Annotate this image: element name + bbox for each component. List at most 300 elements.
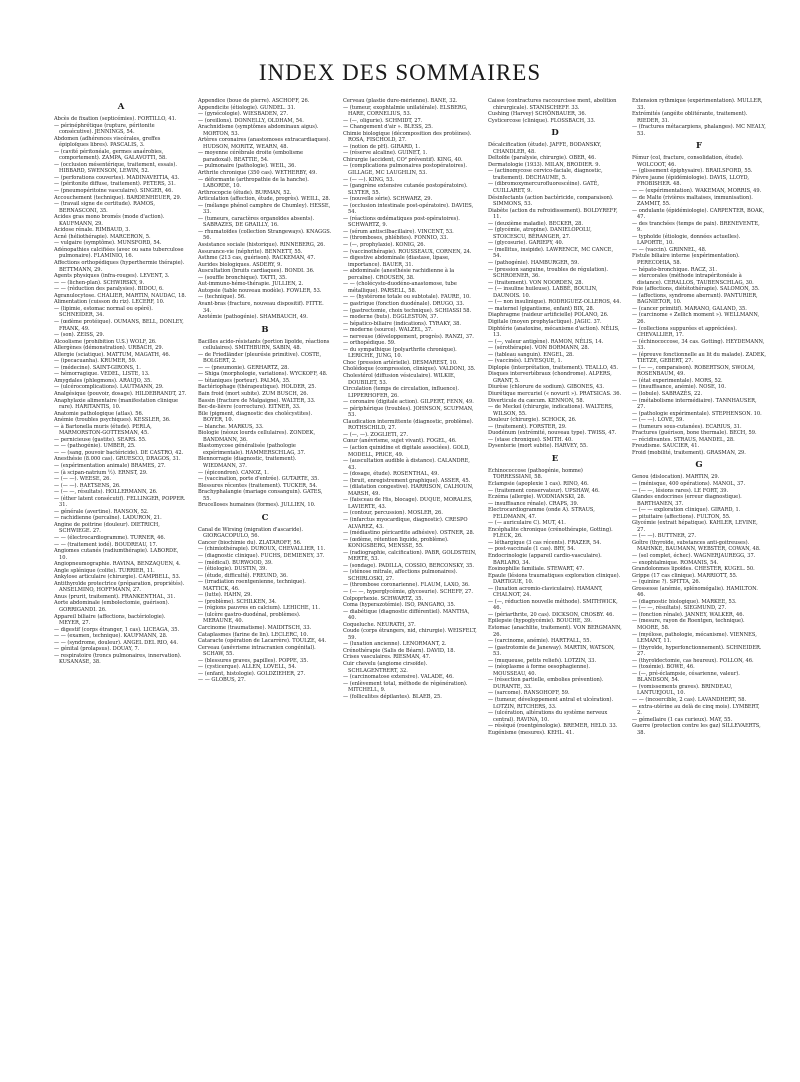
index-entry: — gastrique (fonction duodénale). DRUGO, 33. (343, 300, 465, 307)
index-entry: — (sel complet, échec). WAGNERJAUREGG, 37. (632, 553, 756, 559)
index-entry: — de Malte (rivières maltaises, immunisation). ZAMMIT, 55. (632, 194, 753, 208)
index-entry: Carcinome (traumatisme). MAIDITSCH, 33. (198, 625, 312, 632)
section-letter: G (695, 460, 703, 471)
index-entry: — (dibromoxymercurofluorescéine). GATÉ, CUILLARET, 9. (488, 181, 599, 195)
index-entry: — hémorragique. VEDEL, LISTE, 13. (54, 371, 150, 378)
index-entry: Anaphylaxie alimentaire (manifestation clinique rare). HARITANTIS, 10. (54, 397, 178, 411)
index-entry: Allergie (sciatique). MATTUM, MAGATH, 46. (54, 351, 171, 358)
index-entry: — typhoïde (étiologie, données actuelles). LAPORTE, 10. (632, 233, 741, 247)
index-entry: — (auscultation audible à distance). CALANDRE, 43. (343, 458, 470, 471)
index-entry: — périnéphrétique (rupture, péritonite consécutive). JENNINGS, 54. (54, 122, 155, 136)
index-entry: — (—, valeur antigène). RAMON, NÉLIS, 14. (488, 338, 604, 345)
index-entry: Appendice (boue de pierre). ASCHOFF, 26. (198, 98, 310, 104)
index-entry: Dermatologie (1933). MILAN, BRODIER. 9. (488, 161, 601, 168)
index-entry: — orthopédique. 59. (343, 340, 396, 347)
index-entry: Cysticercose (clinique). FLOSSBACH, 33. (488, 117, 596, 124)
index-entry: — (ulcération, altérations du système nerveux central). RAVINA, 10. (488, 710, 608, 723)
index-entry: — nerveuse (développement, progrès). RANZI, 37. (343, 333, 474, 340)
index-entry: — moyenne cérébrale droite (embolisme paradoxal). BEATTIE, 54. (198, 150, 303, 163)
index-entry: Choc (pression artérielle). DESMAREST, 10. (343, 359, 458, 366)
index-entry: Blessures récentes (traitement). TUCKER, 54. (198, 482, 318, 489)
index-entry: — (traitement conservateur). UPSHAW, 46. (488, 487, 600, 494)
index-entry: — (tumeur, exophtalmie unilatérale). ELSBERG, HARE, CORNELIUS, 53. (343, 104, 468, 118)
index-entry: — (contour, percussion). MOSLER, 26. (343, 510, 443, 517)
index-entry: — à Bartonella muris (étude). PERLA, MARMORSTON-GOTTESMAN, 45. (54, 423, 152, 437)
index-entry: Articulation (affection, étude, progrès). WEILL, 28. (198, 196, 331, 203)
index-entry: — (pression sanguine, troubles de régulation). SCHROENER, 36. (488, 266, 609, 280)
index-entry: — (toxémie). BOWE, 46. (632, 664, 695, 671)
index-entry: — (péritonite diffuse, traitement). PETERS, 31. (54, 181, 176, 188)
index-entry: — — (cholécysto-duodéno-anastomose, tube métallique). PARSELL, 58. (343, 281, 457, 294)
index-entry: — — GLOBUS, 27. (198, 677, 246, 684)
index-entry: — (thyroïdectomie, cas heureux). FOLLON, 46. (632, 657, 754, 664)
index-entry: — (travail signe de certitude). RAMOS, BERNASCONI, 35. (54, 201, 155, 214)
index-entry: — (insuffisance, anémie). NOSE, 10. (632, 384, 727, 391)
page-title: INDEX DES SOMMAIRES (258, 60, 542, 85)
index-entry: Assurance-vie (néphrite). BENNETT, 55. (198, 248, 303, 255)
index-entry: — (enlèvement total, méthode de régénération). MITCHELL, 9. (343, 680, 468, 694)
index-entry: Angine de poitrine (douleur). DIETRICH, SCHWIEGE. 27. (54, 521, 160, 535)
index-entry: Grippe (17 cas clinique). MARRIOTT, 55. (632, 572, 738, 579)
index-entry: — résèqué (roentgénologie). BREMER, HELD. 33. (488, 723, 618, 730)
index-entry: Ankylose articulaire (chirurgie). CAMPBELL, 53. (54, 574, 181, 581)
index-entry: Bactériophage (thérapeutique). HOLDER, 25. (198, 384, 317, 391)
index-entry: Arachnidisme (symptômes abdominaux aigus). MORTON, 53. (198, 124, 319, 137)
index-entry: — (—, oligurie). SCHMIDT, 27. (343, 117, 423, 124)
index-entry: — déformante (arthropathie de la hanche). LABORDE, 10. (198, 176, 309, 190)
index-entry: — (réserve alcaline). GUINET, 1. (343, 150, 428, 157)
index-entry: — (thrombose coronarienne). FLAUM, LAXO, 36. (343, 582, 470, 589)
index-entry: — abdominale (anesthésie rachidienne à la percaïne). CROUSEN, 38. (343, 268, 455, 281)
index-entry: — des tranchées (temps de paix). BRENEVENTE, 9. (632, 220, 760, 234)
index-entry: — (vaccination, porte d'entrée). GUTARTE, 35. (198, 476, 320, 483)
index-entry: — (résection partielle, embolies prévention). DURANTE, 33. (488, 677, 604, 690)
index-entry: — coronaire (digitale action). GILPERT, FENN, 49. (343, 399, 474, 406)
index-entry: — (médecine). SAINT-GIRONS, 1. (54, 364, 141, 371)
index-entry: — (fractures métacarpiens, phalanges). MC NEALY, 53. (632, 124, 766, 137)
index-entry: — (deuxième maladie). BECKER, 28. (488, 220, 583, 227)
index-entry: Diplopie (interprétation, traitement). TEALLO, 45. (488, 364, 619, 371)
section-letter: F (695, 141, 703, 152)
index-entry: — (problème). SCHILKEN, 34. (198, 598, 277, 605)
index-entry: — respiratoire (troncs pulmonaires, innervation). KUSANASE, 38. (54, 652, 182, 666)
index-entry: — (échinococcose, 34 cas. Gotting). HEYDEMANN, 33. (632, 338, 765, 352)
index-entry: Angiopneumographie. RAVINA, BENZAQUEN, 4. (54, 561, 181, 568)
index-entry: — pituitaire (affections). FULTON, 55. (632, 513, 731, 520)
index-entry: Bacilles acido-résistants (portion lipoïde, réactions cellulaires). SMITHBURN, SABIN, 48. (198, 338, 330, 352)
index-entry: — (muqueuse, petits reliefs). LOTZIN, 33. (488, 657, 597, 664)
index-entry: Azotémie (pathogénie). SHAMBAUCH, 49. (198, 314, 308, 321)
index-entry: Digitale (moyen prophylactique). JAGIC. 37. (488, 318, 602, 325)
index-entry: Cœur (anévrisme, sujet vivant). FOGEL, 46. (343, 438, 457, 445)
index-entry: Anesthésie (8.000 cas). GRUESCO, DRAGOS, 31. (54, 456, 181, 463)
index-entry: Colpoprhexie. SCHWARTZ, 35. (343, 595, 424, 602)
index-entry: — (vaccinothérapie). ROUSSEAUX, CORNEN, 24. (343, 248, 472, 255)
index-entry: Assistance sociale (historique). RINNEBERG, 26. (198, 242, 325, 249)
index-entry: Anus (prurit, traitement). FRANKENTHAL, 31. (54, 593, 176, 600)
index-entry: — stercorales (méthode intrapéritonéale à distance). CERALLOS, TAUBENSCHLAG, 30. (632, 273, 754, 286)
index-entry: — (gynécologie). WIESBADEN, 27. (198, 111, 289, 118)
index-entry: — (technique). 56. (198, 294, 246, 301)
section-letter: E (551, 453, 559, 464)
index-entry: — (action quinidine et digitale associées). GOLD, MODELL, PRICE, 49. (343, 444, 470, 458)
index-entry: — (complications pulmonaires postopératoires). GILLAGE, MC LAUGHLIN, 53. (343, 163, 468, 177)
index-entry: — (tableau sanguin). ENGEL, 28. (488, 351, 574, 358)
index-entry: — (gastrectomie, choix technique). SCHIASSI 58. (343, 307, 472, 314)
index-entry: — — (traitement iodé). BOUDREAU, 17. (54, 541, 158, 548)
index-entry: Chirurgie (accident, CO² préventif). KING, 40. (343, 156, 463, 163)
index-entry: — (actinomycose cervico-faciale, diagnostic, traitement). DECHAUME, 5. (488, 168, 603, 181)
index-entry: — (traitement). FORSTER, 29. (488, 423, 567, 430)
index-column (488, 98, 622, 1058)
index-entry: — (— — exploration clinique). GIRARD, 1. (632, 507, 741, 514)
index-entry: — (expérimentation animale) BRAMES, 27. (54, 462, 166, 469)
index-entry: — (réactions œdématiques post-opératoires). SCHWARTZ, 9. (343, 215, 460, 229)
index-entry: — (affections, syndrome aberrant). PANTURIER, BAGNIETOR, 10. (632, 292, 758, 306)
index-entry: Appareil biliaire (affections, bactériologie). MEYER, 27. (54, 613, 166, 627)
index-entry: Angle splénique (colite). TURRIER, 11. (54, 567, 155, 574)
index-entry: — léthargique (3 cas récents). FRAZER, 54. (488, 539, 602, 546)
index-entry: — (traitement). VON NOORDEN, 28. (488, 279, 584, 286)
index-entry: — (carcinome « Zellich moment »). WELLMANN, 26. (632, 312, 760, 325)
index-entry: — moderne (buts). EGGLESTON, 37. (343, 314, 439, 321)
index-entry: Canal de Wirsing (migration d'ascaride). GIORGACOPULO, 56. (198, 526, 303, 540)
index-entry: — (mesure, rayon de Roentgen, technique). MOORE, 58. (632, 618, 745, 632)
index-entry: — (luxation ancienne). LENORMANT, 2. (343, 641, 447, 648)
index-entry: Grossesse (anémie, splénomégalie). HAMILTON. 46. (632, 585, 758, 599)
index-entry: — périphérique (troubles). JOHNSON, SCUFMAN, 53. (343, 405, 474, 419)
index-entry: — (souffle bronchique). TATTI, 35. (198, 274, 287, 281)
index-entry: Duodénum (extrémité, nouveau type). TWISS, 47. (488, 430, 617, 437)
index-entry: — rachidienne (percaïne). LADURON, 21. (54, 515, 162, 522)
index-entry: Extension rythmique (expérimentation). MULLER, 33. (632, 98, 763, 111)
index-entry: — (— —). LOVE, 59. (632, 417, 684, 424)
index-entry: — moderne (source). WALZEL, 37. (343, 327, 433, 334)
index-entry: — — (lichen-plan). SCHWIRSKY, 9. (54, 279, 145, 286)
index-entry: — (— auriculaire C). MUT, 41. (488, 520, 566, 527)
index-entry: Diphtérie (anatoxine, mécanisme d'action). NÉLIS, 13. (488, 325, 620, 339)
index-entry: Eugénisme (mesures). KEHL. 41. (488, 729, 574, 736)
index-entry: Cerveau (anévrisme intracranien congénital). SCHAW, 55. (198, 644, 316, 658)
index-entry: — (folliculites dépilantes). BLAEB, 25. (343, 693, 442, 700)
index-entry: — (ulcère gastro-duodénal, problèmes). MERAUNE, 40. (198, 611, 301, 625)
index-entry: — (— —, hyperglycémie, glycosurie). SCHEFF, 27. (343, 589, 474, 596)
index-entry: — rhumatoïdes (collection Strangeways). KNAGGS. 56. (198, 228, 332, 242)
index-entry: — (son). ZEISS, 29. (54, 332, 105, 339)
index-entry: — (oreillons). DONNELLY, OLDHAM, 54. (198, 117, 304, 124)
index-entry: — (fonction rénale). JANNEY, WALKER, 46. (632, 611, 745, 618)
index-entry: — (enfant, histologie). GOLDZIEHER, 27. (198, 670, 306, 677)
index-entry: Genou (dislocation). MARTIN, 29. (632, 474, 720, 481)
index-entry: — (occlusion mésentérique, traitement, essais). HIBBARD, SWENSON, LEWIN, 52. (54, 161, 178, 175)
index-column (632, 98, 766, 1058)
index-entry: Freudisme. SAUCIER, 41. (632, 443, 700, 450)
index-entry: — (carcinome, anémie). HARTFALL, 55. (488, 638, 592, 645)
index-entry: Cataplasmes (farine de lin). LECLERC, 10. (198, 631, 309, 638)
index-entry: — (thyroïde, hyperfonctionnement). SCHNEIDER. 27. (632, 644, 762, 658)
index-entry: Biologie (néoux lourds cellulaires). ZONDEK, BANDMANN, 36. (198, 430, 316, 443)
index-entry: — générale (avertine). RANSON, 52. (54, 508, 149, 515)
index-entry: Décalcification (étude). JAFFE, BODANSKY, CHANDLER, 48. (488, 142, 602, 155)
index-column (198, 98, 332, 1058)
index-entry: Fistule biliaire interne (expérimentation). PERECOHIA, 58. (632, 253, 740, 267)
index-entry: — (— non insulinique). RODRIGUEZ-OLLEROS, 44. (488, 299, 622, 306)
index-entry: — (tumeur, développement antral et ulcération). LOTZIN, RITCHERS, 33. (488, 697, 614, 710)
index-entry: Arthrocopcie (étude). BURMAN, 52. (198, 189, 292, 196)
index-entry: — (dilatation congestive). HARRISON, CALHOUN, MARSH, 49. (343, 484, 474, 497)
index-entry: Epaule (lésions traumatiques exploration clinique). DARTIGUE, 10. (488, 572, 621, 586)
index-entry: — — (pneumonie). GERHARTZ, 28. (198, 364, 289, 371)
index-entry: Fièvre jaune (épidémiologie). DAVIS, LLOYD, FROBISHER. 48. (632, 174, 750, 188)
index-entry: — — (électrocardiogramme). TURNER, 46. (54, 535, 166, 541)
index-entry: Douleur (chirurgie). SCHOCK, 26. (488, 417, 577, 424)
index-entry: Artères coronaires (anastomoses extracardiaques). HUDSON, MORITZ, WEARN, 48. (198, 137, 331, 150)
index-entry: — (lipimie, estomac normal ou opéré). SCHNEIDER, 34. (54, 305, 153, 319)
index-entry: Appendicite (étiologie). GUNDEL. 31. (198, 104, 296, 111)
index-entry: Blastomycose généralisée (pathologie expérimentale). HAMMERSCHLAG, 37. (198, 443, 306, 456)
index-entry: — (sérothérapie). VON BORMANN, 28. (488, 345, 590, 352)
index-entry: Auscultation (bruits cardiaques). BONDI. 36. (198, 268, 315, 275)
index-entry: — (thromboses, phlébites). FONNIO, 33. (343, 235, 448, 242)
index-entry: Bile (pigment, diagnostic des cholécystites). BOYER, 10. (198, 410, 313, 424)
index-entry: Asthme (213 cas, guérison). RACKEMAN, 47. (198, 255, 316, 262)
index-entry: — digestif (corps étranger, 1 cas). LICEAGA, 35. (54, 626, 180, 633)
index-entry: — (médical). BURWOOD, 39. (198, 559, 273, 566)
index-entry: Bassin (fracture de Malgaigne). WALTER, 33. (198, 397, 316, 404)
index-entry: Angiomes cutanés (radiumthérapie). LABORDE, 10. (54, 548, 179, 561)
index-entry: — (— —). BUTTNER, 27. (632, 533, 697, 540)
index-entry: — récidivantes. STRAUS, MANDEL, 28. (632, 436, 735, 443)
index-entry: — (périarthrite, 20 cas). DICKSON, CROSBY. 46. (488, 611, 614, 618)
index-entry: — (— —). KING, 53. (343, 176, 395, 183)
index-entry: Crises vasculaires. RIESMAN, 47. (343, 654, 431, 661)
index-entry: — extra-utérine au delà de cinq mois). LYMBERT, 2. (632, 703, 760, 717)
index-entry: — (—, prophylaxie). KONIG, 26. (343, 242, 426, 249)
index-entry: — (stase chronique). SMITH. 40. (488, 436, 573, 443)
index-entry: Cataracte (opération de Lacarrère). TOULZE, 44. (198, 638, 327, 645)
index-entry: — (médiastino péricardite adhésive). OSTNER, 28. (343, 530, 475, 537)
index-entry: — — (vaccin). GRINNEL, 48. (632, 246, 707, 253)
index-entry: — (œdème, rétention liquide, problème). KONIGSBERG, MENSSE, 55. (343, 536, 449, 550)
index-entry: Glandes endocrines (erreur diagnostique). BARTHANEN, 37. (632, 494, 742, 507)
index-entry: — (faisceau de His, blocage). DUQUE, MORALES, LAVIERTE, 43. (343, 497, 473, 510)
index-column (343, 98, 477, 1058)
index-entry: — (mélange phénol camphre de Chumley). HESSE, 33. (198, 202, 331, 216)
index-entry: — (— —, comparaison). ROBERTSON, SWOLM, ROSENBAUM, 49. (632, 364, 755, 378)
index-entry: — maternel (gigantisme, enfant) BIX, 28. (488, 305, 595, 312)
index-entry: — exophtalmique. ROMANIS, 54. (632, 559, 719, 566)
index-entry: — (lobule). SABRAZÈS, 22. (632, 390, 703, 397)
index-entry: — diabétique (diagnostic différentiel). MANTHA, 40. (343, 608, 470, 622)
index-entry: — du sympathique (polyarthrite chronique). LERICHE, JUNG, 10. (343, 346, 457, 360)
index-entry: Anémie (troubles psychiques). KESSLER, 36. (54, 417, 171, 424)
index-entry: Cancer (biochimie du). ZLATAROFF, 56. (198, 539, 302, 546)
index-entry: — Changement d'air ». BLESS, 25. (343, 124, 433, 131)
index-entry: — (glissement épiphysaire). BRAILSFORD, 55. (632, 168, 753, 175)
index-entry: Chimie biologique (décomposition des protéines). ROSA, FISCHOLD, 27. (343, 130, 472, 144)
index-entry: — (chimiothérapie). DUROUX, CHEVALLIER, 11. (198, 546, 326, 553)
index-entry: Bain froid (mort subite). ZUM BUSCH, 26. (198, 390, 309, 397)
index-entry: Crénothérapie (Salis de Béarn). DAVID, 18. (343, 647, 456, 654)
index-entry: — (glycosurie). GARIEPY, 40. (488, 240, 564, 247)
index-entry: — (cancer primitif). MARANO, GALAND, 35. (632, 305, 747, 312)
index-entry: — (luxation acromio-claviculaire). HAMANT, CHALNOT, 24. (488, 585, 603, 599)
index-entry: — (—, —). ZOGLIETI, 27. (343, 431, 408, 438)
index-entry: — — (expérimentation). WAKEMAN, MORRIS, 49. (632, 188, 762, 195)
index-entry: — pulmonaire (pathologie). WEIL, 36. (198, 163, 296, 170)
index-entry: Désinfectants (action bactéricide, comparaison). SIMMONS, 53. (488, 194, 614, 208)
index-entry: Aurides biologiques. ASDERY, 9. (198, 261, 282, 268)
index-entry: — (mellitus, insipide). LAWRENCE, MC CANCE, 54. (488, 246, 614, 260)
index-entry: — — (réduction des paralysies). BIDOU, 6. (54, 286, 164, 293)
index-entry: — (blessures graves, papilles). POPPE, 35. (198, 657, 309, 664)
index-entry: — (sarcome). RANSOHOFF, 59. (488, 690, 570, 697)
index-entry: — (métabolisme intermédiaire). TANNHAUSER, 27. (632, 397, 757, 411)
index-entry: Allergènes (démonstration). URBACH, 29. (54, 345, 164, 352)
index-entry: Affections orthopédiques (hyperthermie thérapie). BETTMANN, 29. (54, 260, 185, 273)
index-entry: — de Meckel (chirurgie, indications). WALTERS, WILSON, 55. (488, 404, 614, 417)
index-entry: — de Friedländer (pleurésie primitive). COSTE, BOLGERT, 2. (198, 351, 322, 365)
index-entry: — — (syndrome, douleur). ANGEL DEL RIO, 44. (54, 639, 179, 646)
index-entry: Diverticule du cæcum. KENNON, 58. (488, 397, 585, 404)
index-entry: — (nouvelle série). SCHWARZ, 29. (343, 196, 433, 203)
index-entry: — (ipecacuanha). KRUMER, 59. (54, 358, 137, 365)
index-entry: Guerre (protection contre les gaz) SILLEVAERTS, 38. (632, 723, 761, 736)
index-entry: — (collections suppurées et appréciées). CHEVALLIER, 17. (632, 325, 737, 339)
index-entry: — — (examen, technique). KAUFMANN, 28. (54, 633, 168, 640)
index-entry: — — (incoercible, 2 cas). LAVANDHERT, 58. (632, 697, 747, 704)
index-entry: Coude (corps étrangers, nid, chirurgie). WEISFELT, 59. (343, 628, 477, 641)
index-entry: — (pathologie expérimentale). STEPHENSON. 10. (632, 410, 762, 417)
index-entry: Dysenterie (mort subite). HARVEY, 55. (488, 443, 588, 450)
index-entry: — Shiga (morphologie, variations). WYCKOFF, 48. (198, 371, 328, 378)
index-entry: — (à scipan-natrium ½). ERNST, 29. (54, 469, 148, 476)
index-entry: Disques intervertébraux (chondrome). ALPERS, GRANT, 5. (488, 371, 612, 384)
index-entry: — (cavité péritonéale, germes anaérobies, comportement). ZAMPA, GALAVOTTI, 58. (54, 148, 167, 162)
index-entry: Eosinophilie familiale. STEWART, 47. (488, 566, 584, 573)
index-entry: — génital (prolapsus). DOUAY, 7. (54, 646, 140, 653)
index-entry: — (— —, résultats). HOLLERMANN, 26. (54, 489, 158, 496)
index-entry: — (— —). WEESE, 26. (54, 476, 111, 483)
index-entry: Diaphragme (raideur artificielle) POLANO, 26. (488, 312, 609, 319)
index-entry: Acné (héliothérapie). MARCERON, 5. (54, 233, 151, 240)
index-entry: Accouchement (technique). BARDENHEUER, 29. (54, 194, 182, 201)
index-entry: — (infarctus myocardique, diagnostic). CRESPO ALVAREZ, 43. (343, 517, 468, 530)
index-columns (54, 98, 766, 1058)
index-entry: Coma (hyperazotémie). ISO, PANGARO, 35. (343, 602, 456, 609)
index-entry: Brucelloses humaines (formes). JULLIEN, 10. (198, 502, 316, 509)
index-entry: — (glycémie, atropine). DANIELOPOLU, STOICESCU, BÉRANGER, 27. (488, 227, 592, 240)
index-entry: — hépato-bronchique. RACZ, 31. (632, 266, 717, 273)
section-letter: C (261, 512, 269, 523)
index-entry: Adénopathies calcifiées (avec ou sans tuberculose pulmonaire). FLAMINIO, 16. (54, 246, 184, 260)
index-entry: — (radiographie, calcification). PABR, GOLDSTEIN, MERTE, 53. (343, 549, 477, 563)
index-entry: Echinococcose (pathogénie, homme) TORRESSIANI, 58. (488, 467, 583, 481)
index-entry: — (vomissements graves). BRINDEAU, LANTUEJOUL, 10. (632, 683, 733, 697)
index-entry: — (—, réduction nouvelle méthode). SMITHWICK, 46. (488, 598, 618, 612)
index-entry: — (sténose mitrale, affections pulmonaires). SCHIRLOSKI, 27. (343, 569, 458, 582)
index-entry: Acides gras mono bromés (mode d'action). KAUFMANN, 29. (54, 214, 165, 227)
index-entry: Goître (thyroïde, substances anti-goitreuses). MAHNKE, BAUMANN, WEBSTER, COWAN, 48. (632, 539, 761, 553)
index-entry: Alcoolisme (prohibition U.S.) WOLF, 26. (54, 338, 157, 345)
index-entry: — (étude, difficulté). FREUND, 36. (198, 572, 288, 579)
index-entry: Estomac (anachlite, traitement). VON BERGMANN, 26. (488, 625, 622, 638)
index-entry: Extrémités (angéite oblitérante, traitement). RIEDER, 31. (632, 111, 748, 124)
index-entry: Aut-immuno-hémo-thérapie. JULLIEN, 2. (198, 281, 304, 288)
index-entry: Diurétique mercuriel (« novurit »). PRATSICAS. 36. (488, 390, 622, 397)
index-entry: — (carcinomatose extensive). VALADE, 46. (343, 674, 454, 681)
index-entry: Bec-de-lièvre (correcture). EITNER, 33. (198, 404, 301, 411)
index-entry: Deltoïde (paralysie, chirurgie). OBER, 46. (488, 155, 596, 162)
section-letter: A (117, 102, 125, 112)
index-entry: — (— —). RAETSENS, 26. (54, 482, 121, 489)
index-entry: — (œdème protéique). OUMANS, BELL, DONLEY, FRANK, 49. (54, 318, 184, 332)
index-entry: Amygdales (phlegmons). ARAUJO, 35. (54, 377, 152, 384)
index-entry: — (dosage, étude). ROSENTHAL, 49. (343, 471, 439, 478)
index-column (54, 98, 188, 1058)
index-entry: Eclampsie (apoplexie 1 cas). RINO, 46. (488, 480, 589, 487)
index-entry: Diabète (action du refroidissement). BOLDYREFF, 11. (488, 207, 618, 221)
index-entry: Fémur (col, fracture, consolidation, étude). WOLCOOT, 46. (632, 155, 744, 168)
index-entry: — (— —, résultats). SIEGMUND, 27. (632, 605, 727, 612)
index-entry: — (— —, lésions rares). LE FORT, 39. (632, 487, 729, 494)
index-entry: Agents physiques (infra-rouges). LEVENT, 3. (54, 273, 170, 280)
index-entry: — (tumeurs sous-cutanées). ECARIUS, 31. (632, 423, 742, 430)
index-entry: Arthrite chronique (350 cas). WETHERBY, 49. (198, 170, 318, 177)
index-entry: — (diagnostic clinique). FUCHS, DEMIENEY, 37. (198, 553, 325, 559)
index-entry: Abcès de fixation (septicémies). FORTILLO, 41. (54, 116, 177, 122)
index-entry: — (vaccinés). LEVESQUE, 1. (488, 358, 563, 365)
index-entry: — (gastrotomie de Janeway). MARTIN, WATSON, 53. (488, 644, 615, 658)
index-entry: Diurèse (chlorure de sodium). GIBONES, 43. (488, 384, 605, 391)
index-entry: Abdomen (adhérences viscérales, greffes épiploïques libres). PASCALIS, 3. (54, 135, 161, 149)
index-entry: Eczéma (allergie). WODNIANSKI, 28. (488, 494, 586, 501)
index-entry: — hépatico-biliaire (indications). TYRAKY, 38. (343, 320, 462, 327)
index-entry: Blennorragie (diagnostic, traitement). WIEDMANN, 37. (198, 456, 297, 469)
index-entry: — (occlusion intestinale post-opératoire). DAVIES, 54. (343, 202, 474, 216)
index-entry: — (cysticerque). ALLEN, LOVELL, 54. (198, 664, 297, 671)
index-entry: — — (sang, pouvoir bactéricide). DE CASTRO, 42. (54, 449, 184, 456)
index-entry: — post-vaccinale (1 cas). BRY, 54. (488, 546, 576, 553)
index-entry: Cholestérol (diffusion vésiculaire). WILKIE, DOUBILET, 53. (343, 372, 456, 386)
section-letter: B (261, 324, 269, 335)
index-entry: Cholédoque (compression, clinique). VALDONI, 35. (343, 366, 476, 373)
index-entry: Caisse (contractures raccourcisse ment, abolition chirurgicale). STANISCHEFF. 33. (488, 98, 617, 111)
index-entry: Anatomie pathologique (atlas). 56. (54, 410, 144, 417)
index-entry: Acidose rénale. RIMBAUD, 3. (54, 227, 131, 234)
index-entry: — ondulante (épidémiologie). CARPENTER, BOAK, 47. (632, 207, 765, 221)
index-entry: Cushing (Harvey) SCHÖNBAUER, 36. (488, 111, 587, 118)
index-entry: — blanche. MARKUS, 33. (198, 423, 264, 430)
index-entry: Alimentation (cuisson du riz). LECERF, 10. (54, 299, 165, 306)
index-entry: — (— insuline huileuse). LABBÉ, BOULIN, DAUNOIS. 10. (488, 286, 598, 299)
index-entry: — — (pathogénie). UMBER, 25. (54, 443, 136, 450)
index-entry: Aorte abdominale (embolectomie, guérison). GORRIGANDI. 26. (54, 600, 170, 614)
index-entry: — (pneumopéritoine vasculaire). SINGER, 46. (54, 188, 173, 195)
index-entry: Glycémie (extrait hépatique). KAHLER, LEVINE, 27. (632, 520, 758, 533)
index-entry: Circulation (temps de circulation, influence). LIPPERHOFER, 26. (343, 386, 460, 399)
index-entry: — (sérum antiscilbacillaire). VINCENT, 53. (343, 228, 454, 235)
index-entry: — (ulcérocomplications). LAUTMANN, 29. (54, 384, 164, 391)
index-entry: Foie (affections, diététothérapie). SALOMON, 35. (632, 286, 760, 293)
index-entry: — (irradiation roentgenienne, technique). MATTICK, 46. (198, 579, 306, 592)
index-entry: Epilepsie (hypoglycémie). BOUCHE, 39. (488, 618, 592, 625)
index-entry: Autopsie (table nouveau modèle). FOWLER, 53. (198, 287, 322, 294)
index-entry: Grandolonmes lipoïdes. CHESTER, KUGEL. 50. (632, 566, 755, 573)
index-entry: — (notion de pH). GIRARD, 1. (343, 143, 420, 150)
index-entry: — (sondage). PADILLA, COSSIO, BERCONSKY, 35. (343, 562, 474, 569)
index-entry: — (épreuve fonctionnelle au lit du malade). ZADEK, TIETZE, GEBERT, 27. (632, 351, 766, 365)
